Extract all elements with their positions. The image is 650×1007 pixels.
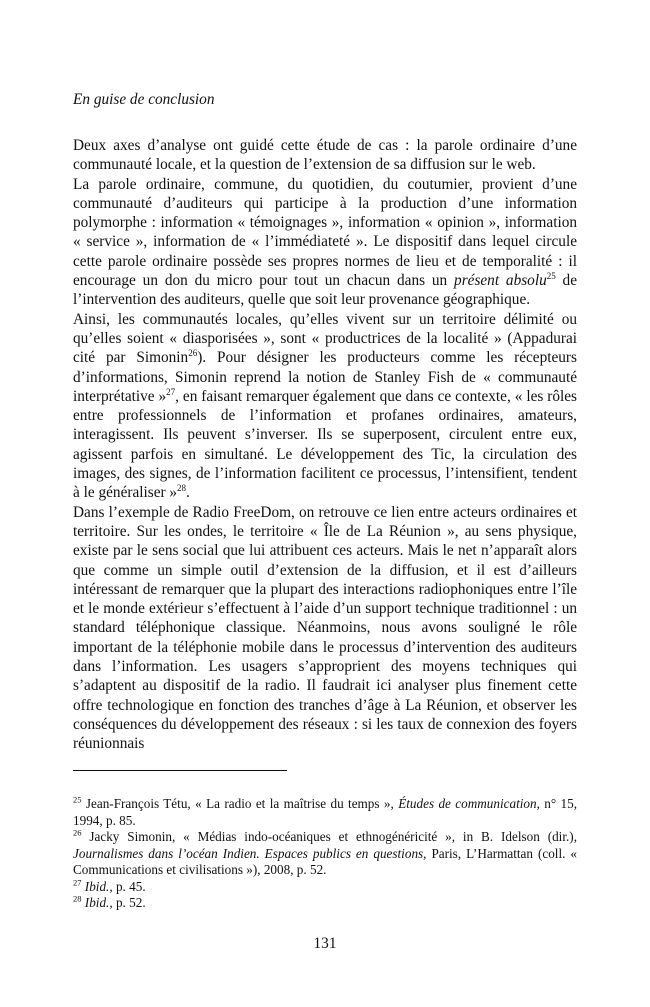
- footnote-ref-26[interactable]: 26: [188, 348, 198, 359]
- footnote-ref-27[interactable]: 27: [166, 386, 176, 397]
- footnote-26: $^{26}$ Jacky Simonin, « Médias indo-océaniques et ethnogénéricité », in B. Idelson (dir.), Journalismes dans l’océan Indien. Espaces publics en questions, Paris, L’Harmattan (coll. « Communications et civilisations »), 2008, p. 52.: [73, 827, 577, 877]
- paragraph-4: Dans l’exemple de Radio FreeDom, on retrouve ce lien entre acteurs ordinaires et territoire. Sur les ondes, le territoire « Île de La Réunion », au sens physique, existe par le sens social que lui attribuent ces acteurs. Mais le net n’apparaît alors que comme un simple outil d’extension de la diffusion, et il est d’ailleurs intéressant de remarquer que la plupart des interactions radiophoniques entre l’île et le monde extérieur s’effectuent à l’aide d’un support technique traditionnel : un standard téléphonique classique. Néanmoins, nous avons souligné le rôle important de la téléphonie mobile dans le processus d’intervention des auditeurs dans l’information. Les usagers s’approprient des moyens techniques qui s’adaptent au dispositif de la radio. Il faudrait ici analyser plus finement cette offre technologique en fonction des tranches d’âge à La Réunion, et observer les conséquences du développement des réseaux : si les taux de connexion des foyers réunionnais: [73, 503, 577, 753]
- footnote-27: $^{27}$ Ibid., p. 45.: [73, 877, 146, 894]
- paragraph-2: La parole ordinaire, commune, du quotidien, du coutumier, provient d’une communauté d’auditeurs qui participe à la production d’une information polymorphe : information « témoignages », information « opinion », information « service », information de « l’immédiateté ». Le dispositif dans lequel circule cette parole ordinaire possède ses propres normes de lieu et de temporalité : il encourage un don du micro pour tout un chacun dans un présent absolu$^{25}$ de l’intervention des auditeurs, quelle que soit leur provenance géographique.: [73, 175, 577, 309]
- footnote-25: $^{25}$ Jean-François Tétu, « La radio et la maîtrise du temps », Études de communication, n° 15, 1994, p. 85.: [73, 794, 577, 828]
- body-text: [73, 136, 577, 754]
- footnote-ref-28[interactable]: 28: [177, 483, 187, 494]
- footnote-separator: [73, 770, 287, 771]
- italic-term: présent absolu: [454, 272, 547, 290]
- paragraph-3: Ainsi, les communautés locales, qu’elles vivent sur un territoire délimité ou qu’elles soient « diasporisées », sont « productrices de la localité » (Appadurai cité par Simonin$^{26}$). Pour désigner les producteurs comme les récepteurs d’informations, Simonin reprend la notion de Stanley Fish de « communauté interprétative »$^{27}$, en faisant remarquer également que dans ce contexte, « les rôles entre professionnels de l’information et profanes ordinaires, amateurs, interagissent. Ils peuvent s’inverser. Ils se superposent, circulent entre eux, agissent parfois en simultané. Le développement des Tic, la circulation des images, des signes, de l’information facilitent ce processus, l’intensifient, tendent à le généraliser »$^{28}$.: [73, 310, 577, 502]
- footnote-ref-25[interactable]: 25: [546, 270, 556, 281]
- footnotes: [73, 796, 577, 912]
- section-heading: En guise de conclusion: [73, 91, 215, 108]
- page-number: 131: [313, 935, 337, 952]
- footnote-28: $^{28}$ Ibid., p. 52.: [73, 893, 146, 910]
- paragraph-1: Deux axes d’analyse ont guidé cette étude de cas : la parole ordinaire d’une communauté locale, et la question de l’extension de sa diffusion sur le web.: [73, 137, 577, 174]
